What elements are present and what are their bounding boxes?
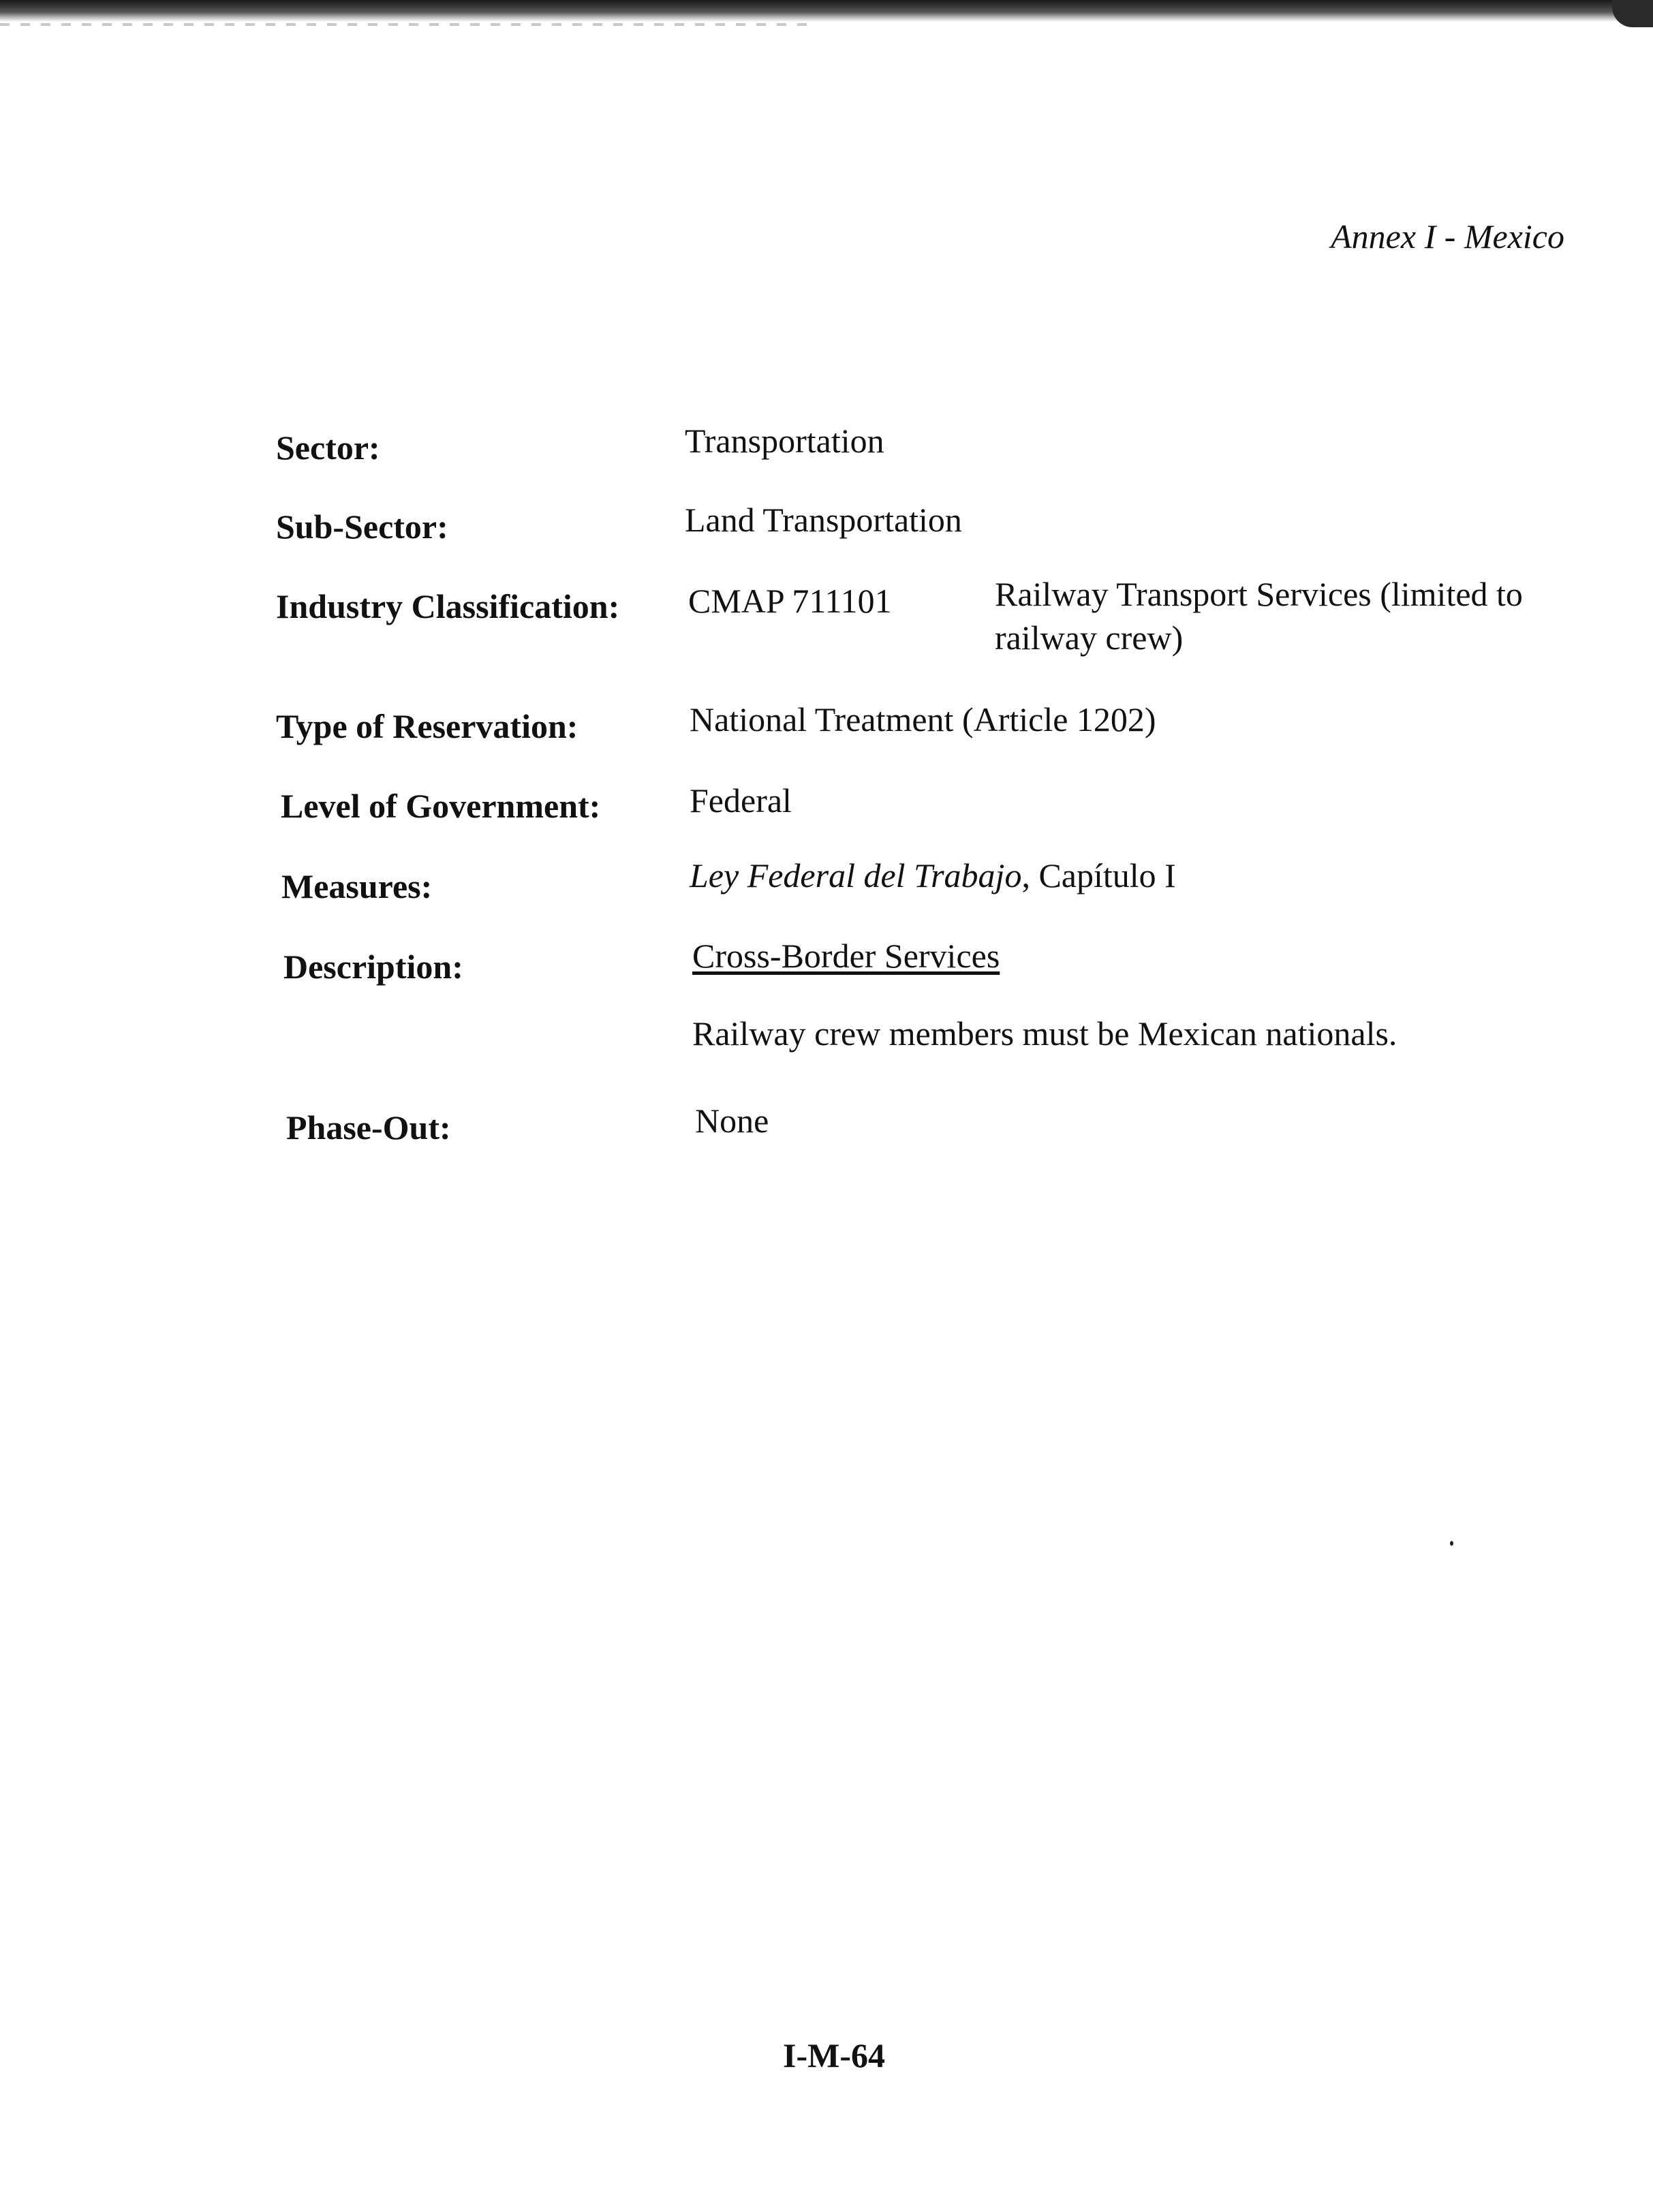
- type-of-reservation-label: Type of Reservation:: [276, 707, 578, 745]
- level-of-government-label: Level of Government:: [281, 787, 601, 825]
- measures-label: Measures:: [281, 867, 433, 905]
- phase-out-value: None: [695, 1102, 769, 1140]
- annex-header: Annex I - Mexico: [1331, 217, 1564, 255]
- sector-value: Transportation: [685, 422, 884, 460]
- measures-value: [690, 856, 1176, 895]
- industry-classification-code: CMAP 711101: [688, 582, 892, 620]
- page-number: I-M-64: [783, 2036, 885, 2074]
- measures-chapter: , Capítulo I: [1021, 856, 1176, 894]
- description-heading: Cross-Border Services: [692, 937, 1000, 975]
- phase-out-label: Phase-Out:: [286, 1108, 451, 1147]
- scan-corner-shadow: [1612, 0, 1653, 27]
- scan-edge-noise: [0, 23, 818, 26]
- sub-sector-value: Land Transportation: [685, 501, 962, 539]
- description-text: Railway crew members must be Mexican nationals.: [692, 1014, 1397, 1053]
- scan-edge-shadow: [0, 0, 1653, 22]
- scan-speck: [1450, 1541, 1453, 1546]
- industry-classification-description: Railway Transport Services (limited to railway crew): [995, 575, 1523, 657]
- type-of-reservation-value: National Treatment (Article 1202): [690, 700, 1156, 738]
- measures-law-name: Ley Federal del Trabajo: [690, 856, 1022, 894]
- sector-label: Sector:: [276, 429, 380, 467]
- sub-sector-label: Sub-Sector:: [276, 508, 448, 546]
- industry-classification-label: Industry Classification:: [276, 587, 620, 625]
- level-of-government-value: Federal: [690, 781, 792, 820]
- description-label: Description:: [283, 948, 463, 986]
